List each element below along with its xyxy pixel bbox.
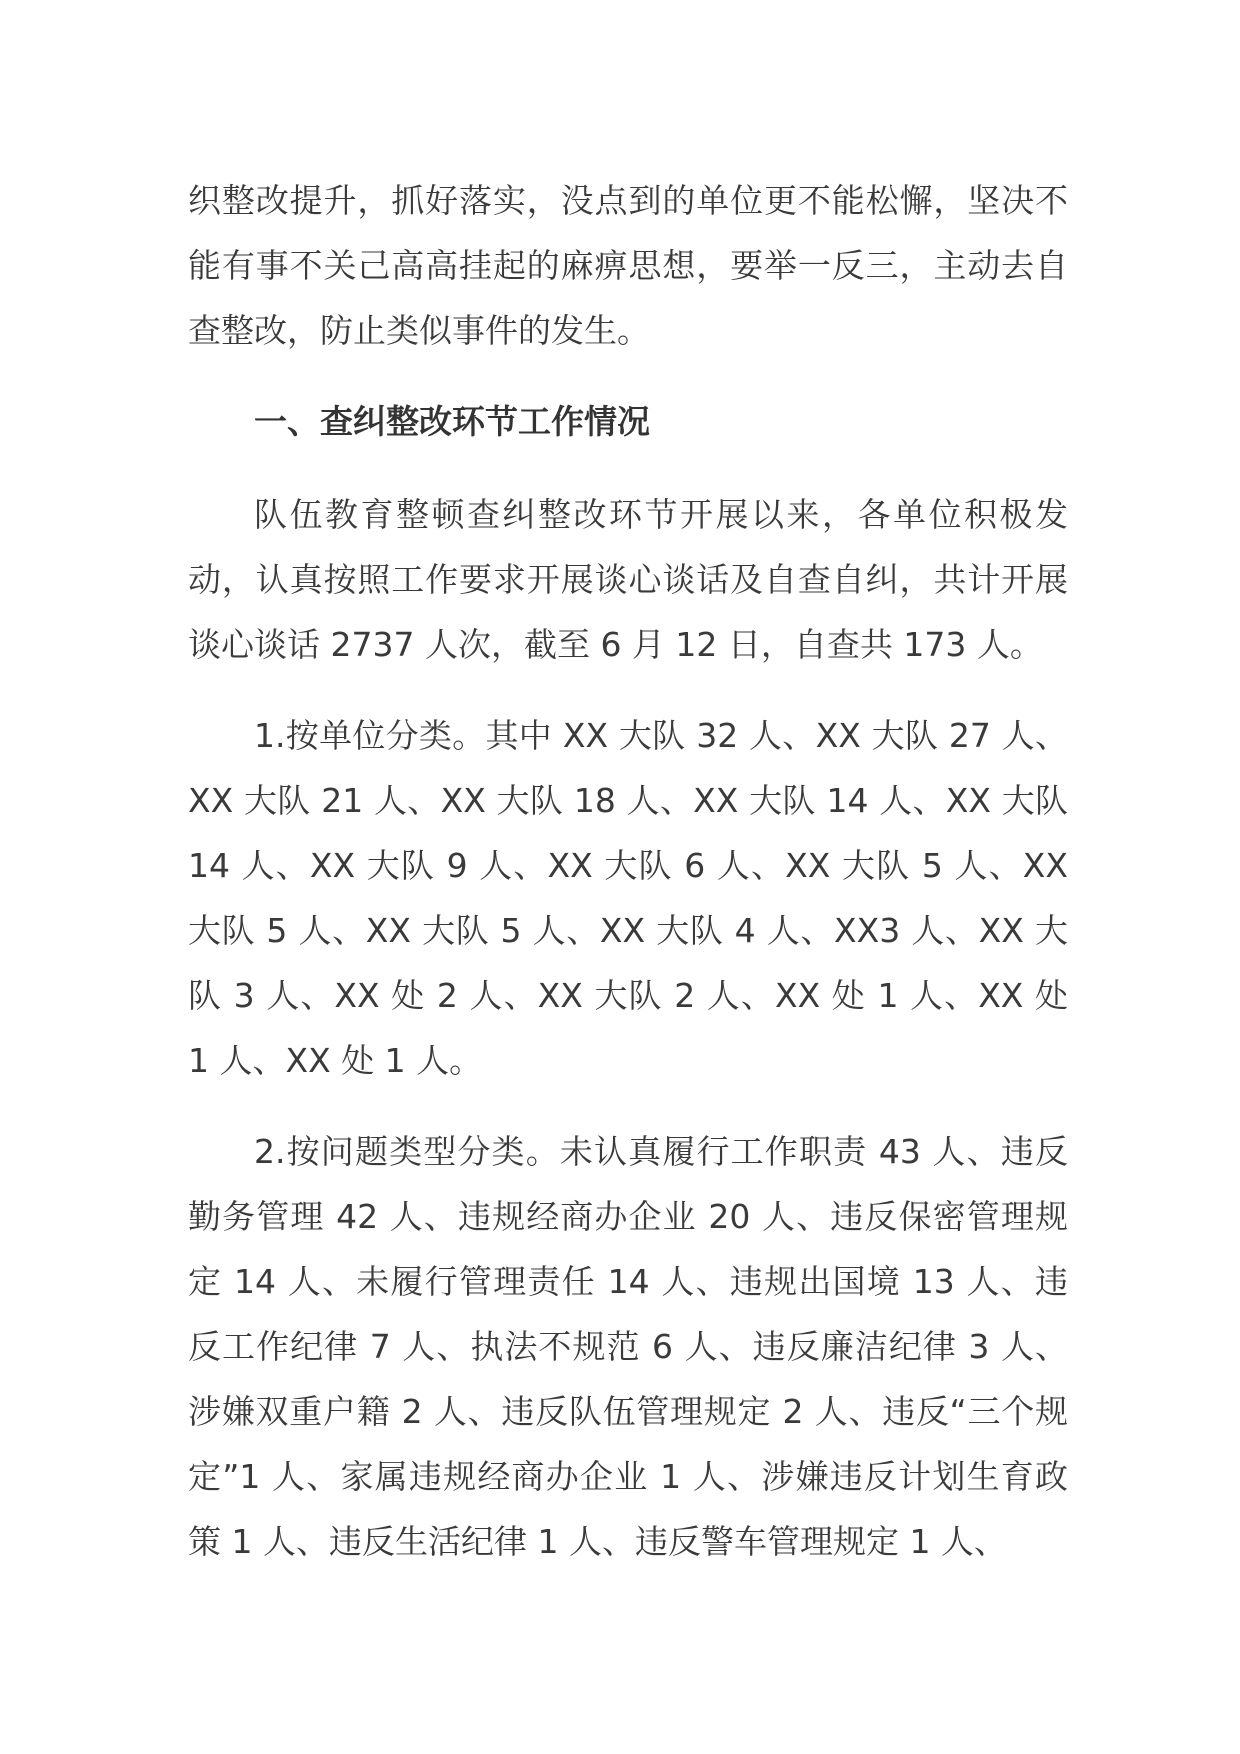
document-body: [188, 168, 1068, 1600]
continuation-paragraph: 织整改提升，抓好落实，没点到的单位更不能松懈，坚决不能有事不关己高高挂起的麻痹思想，要举一反三，主动去自查整改，防止类似事件的发生。: [188, 181, 1068, 350]
by-issue-type-paragraph: 2.按问题类型分类。未认真履行工作职责 43 人、违反勤务管理 42 人、违规经商办企业 20 人、违反保密管理规定 14 人、未履行管理责任 14 人、违规出国境 13 人、违反工作纪律 7 人、执法不规范 6 人、违反廉洁纪律 3 人、涉嫌双重户籍 2 人、违反队伍管理规定 2 人、违反“三个规定”1 人、家属违规经商办企业 1 人、涉嫌违反计划生育政策 1 人、违反生活纪律 1 人、违反警车管理规定 1 人、: [188, 1132, 1068, 1561]
by-unit-paragraph: 1.按单位分类。其中 XX 大队 32 人、XX 大队 27 人、XX 大队 21 人、XX 大队 18 人、XX 大队 14 人、XX 大队 14 人、XX 大队 9 人、XX 大队 6 人、XX 大队 5 人、XX 大队 5 人、XX 大队 5 人、XX 大队 4 人、XX3 人、XX 大队 3 人、XX 处 2 人、XX 大队 2 人、XX 处 1 人、XX 处 1 人、XX 处 1 人。: [188, 716, 1068, 1080]
summary-paragraph: 队伍教育整顿查纠整改环节开展以来，各单位积极发动，认真按照工作要求开展谈心谈话及自查自纠，共计开展谈心谈话 2737 人次，截至 6 月 12 日，自查共 173 人。: [188, 495, 1068, 664]
section-heading: 一、查纠整改环节工作情况: [254, 402, 650, 441]
